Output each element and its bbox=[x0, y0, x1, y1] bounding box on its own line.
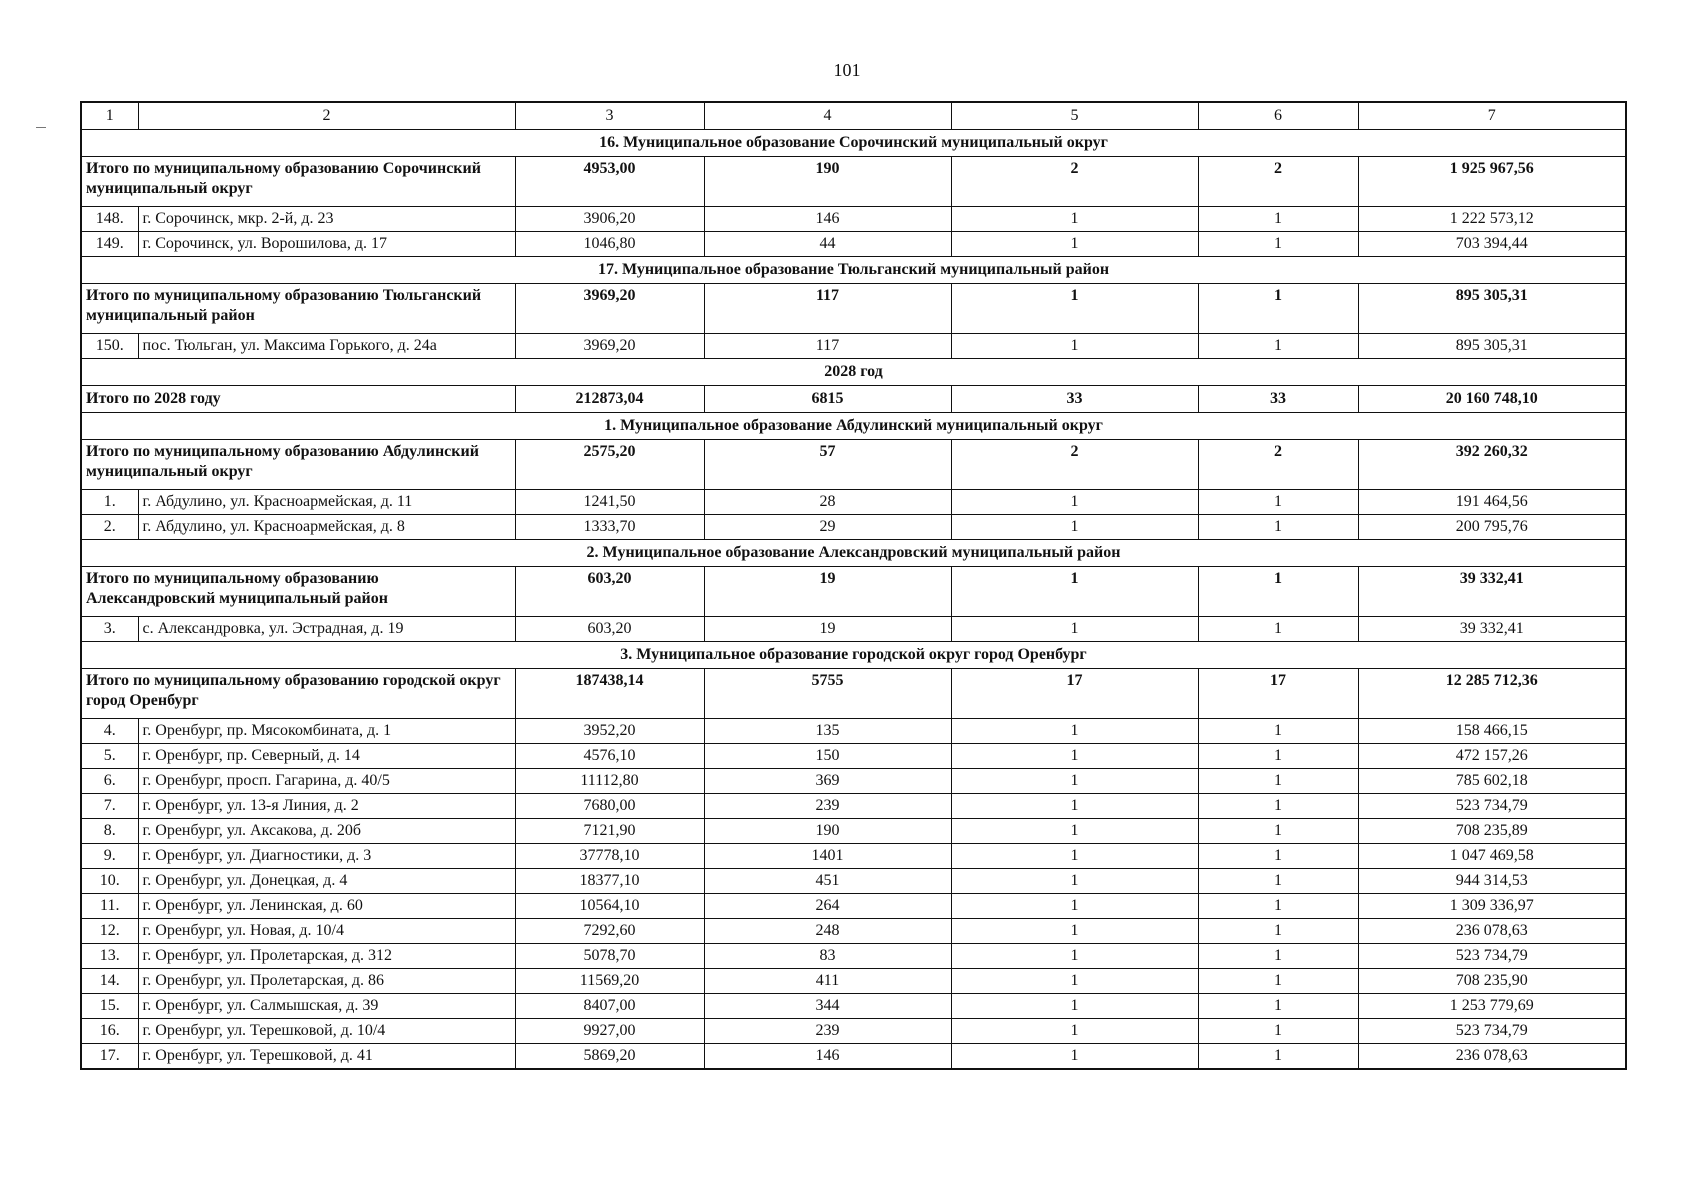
residents-cell: 83 bbox=[704, 944, 951, 969]
section-title: 3. Муниципальное образование городской округ город Оренбург bbox=[81, 642, 1626, 669]
table-row bbox=[81, 1044, 1626, 1070]
table-row bbox=[81, 869, 1626, 894]
row-number-cell: 8. bbox=[81, 819, 138, 844]
section-header-row bbox=[81, 642, 1626, 669]
subtotal-row bbox=[81, 157, 1626, 207]
residents-cell: 57 bbox=[704, 440, 951, 490]
area-cell: 3969,20 bbox=[515, 284, 704, 334]
table-row bbox=[81, 744, 1626, 769]
cost-cell: 523 734,79 bbox=[1358, 944, 1626, 969]
year-title: 2028 год bbox=[81, 359, 1626, 386]
address-cell: г. Оренбург, ул. Аксакова, д. 20б bbox=[138, 819, 515, 844]
address-cell: г. Оренбург, ул. Терешковой, д. 10/4 bbox=[138, 1019, 515, 1044]
row-number-cell: 5. bbox=[81, 744, 138, 769]
cost-cell: 1 925 967,56 bbox=[1358, 157, 1626, 207]
count-cell: 1 bbox=[1198, 869, 1358, 894]
subtotal-label: Итого по муниципальному образованию городской округ город Оренбург bbox=[81, 669, 515, 719]
row-number-cell: 150. bbox=[81, 334, 138, 359]
count-cell: 2 bbox=[1198, 157, 1358, 207]
cost-cell: 39 332,41 bbox=[1358, 567, 1626, 617]
table-row bbox=[81, 919, 1626, 944]
residents-cell: 451 bbox=[704, 869, 951, 894]
section-title: 17. Муниципальное образование Тюльганский муниципальный район bbox=[81, 257, 1626, 284]
area-cell: 3952,20 bbox=[515, 719, 704, 744]
table-row bbox=[81, 969, 1626, 994]
row-number-cell: 6. bbox=[81, 769, 138, 794]
cost-cell: 708 235,89 bbox=[1358, 819, 1626, 844]
houses-cell: 1 bbox=[951, 617, 1198, 642]
row-number-cell: 10. bbox=[81, 869, 138, 894]
row-number-cell: 3. bbox=[81, 617, 138, 642]
row-number-cell: 17. bbox=[81, 1044, 138, 1070]
cost-cell: 523 734,79 bbox=[1358, 1019, 1626, 1044]
year-header-row bbox=[81, 359, 1626, 386]
houses-cell: 1 bbox=[951, 232, 1198, 257]
area-cell: 1333,70 bbox=[515, 515, 704, 540]
cost-cell: 944 314,53 bbox=[1358, 869, 1626, 894]
residents-cell: 117 bbox=[704, 284, 951, 334]
area-cell: 18377,10 bbox=[515, 869, 704, 894]
address-cell: г. Оренбург, пр. Мясокомбината, д. 1 bbox=[138, 719, 515, 744]
houses-cell: 1 bbox=[951, 894, 1198, 919]
area-cell: 603,20 bbox=[515, 617, 704, 642]
address-cell: г. Оренбург, ул. Терешковой, д. 41 bbox=[138, 1044, 515, 1070]
table-row bbox=[81, 769, 1626, 794]
cost-cell: 20 160 748,10 bbox=[1358, 386, 1626, 413]
row-number-cell: 9. bbox=[81, 844, 138, 869]
residents-cell: 6815 bbox=[704, 386, 951, 413]
cost-cell: 191 464,56 bbox=[1358, 490, 1626, 515]
address-cell: г. Оренбург, ул. Пролетарская, д. 312 bbox=[138, 944, 515, 969]
area-cell: 3969,20 bbox=[515, 334, 704, 359]
area-cell: 2575,20 bbox=[515, 440, 704, 490]
area-cell: 11569,20 bbox=[515, 969, 704, 994]
cost-cell: 236 078,63 bbox=[1358, 1044, 1626, 1070]
column-header: 5 bbox=[951, 102, 1198, 130]
houses-cell: 1 bbox=[951, 567, 1198, 617]
subtotal-label: Итого по 2028 году bbox=[81, 386, 515, 413]
address-cell: г. Оренбург, ул. Донецкая, д. 4 bbox=[138, 869, 515, 894]
cost-cell: 12 285 712,36 bbox=[1358, 669, 1626, 719]
cost-cell: 236 078,63 bbox=[1358, 919, 1626, 944]
houses-cell: 1 bbox=[951, 515, 1198, 540]
residents-cell: 117 bbox=[704, 334, 951, 359]
table-row bbox=[81, 1019, 1626, 1044]
area-cell: 7121,90 bbox=[515, 819, 704, 844]
row-number-cell: 1. bbox=[81, 490, 138, 515]
area-cell: 1241,50 bbox=[515, 490, 704, 515]
subtotal-row bbox=[81, 669, 1626, 719]
year-total-row bbox=[81, 386, 1626, 413]
houses-cell: 33 bbox=[951, 386, 1198, 413]
row-number-cell: 13. bbox=[81, 944, 138, 969]
section-title: 1. Муниципальное образование Абдулинский муниципальный округ bbox=[81, 413, 1626, 440]
column-header: 1 bbox=[81, 102, 138, 130]
row-number-cell: 11. bbox=[81, 894, 138, 919]
scan-mark bbox=[36, 127, 46, 128]
residents-cell: 369 bbox=[704, 769, 951, 794]
address-cell: г. Сорочинск, ул. Ворошилова, д. 17 bbox=[138, 232, 515, 257]
register-body bbox=[81, 102, 1626, 1069]
row-number-cell: 149. bbox=[81, 232, 138, 257]
subtotal-label: Итого по муниципальному образованию Сорочинский муниципальный округ bbox=[81, 157, 515, 207]
table-row bbox=[81, 490, 1626, 515]
houses-cell: 1 bbox=[951, 1019, 1198, 1044]
residents-cell: 190 bbox=[704, 819, 951, 844]
area-cell: 10564,10 bbox=[515, 894, 704, 919]
row-number-cell: 15. bbox=[81, 994, 138, 1019]
count-cell: 1 bbox=[1198, 1044, 1358, 1070]
houses-cell: 1 bbox=[951, 794, 1198, 819]
row-number-cell: 2. bbox=[81, 515, 138, 540]
count-cell: 1 bbox=[1198, 944, 1358, 969]
houses-cell: 1 bbox=[951, 744, 1198, 769]
houses-cell: 1 bbox=[951, 490, 1198, 515]
cost-cell: 200 795,76 bbox=[1358, 515, 1626, 540]
count-cell: 2 bbox=[1198, 440, 1358, 490]
row-number-cell: 14. bbox=[81, 969, 138, 994]
row-number-cell: 148. bbox=[81, 207, 138, 232]
count-cell: 17 bbox=[1198, 669, 1358, 719]
table-row bbox=[81, 617, 1626, 642]
count-cell: 1 bbox=[1198, 1019, 1358, 1044]
residents-cell: 19 bbox=[704, 567, 951, 617]
residents-cell: 150 bbox=[704, 744, 951, 769]
count-cell: 1 bbox=[1198, 617, 1358, 642]
residents-cell: 146 bbox=[704, 207, 951, 232]
table-row bbox=[81, 515, 1626, 540]
area-cell: 187438,14 bbox=[515, 669, 704, 719]
residents-cell: 248 bbox=[704, 919, 951, 944]
count-cell: 1 bbox=[1198, 567, 1358, 617]
count-cell: 1 bbox=[1198, 744, 1358, 769]
address-cell: г. Абдулино, ул. Красноармейская, д. 8 bbox=[138, 515, 515, 540]
column-header: 7 bbox=[1358, 102, 1626, 130]
cost-cell: 895 305,31 bbox=[1358, 284, 1626, 334]
row-number-cell: 12. bbox=[81, 919, 138, 944]
table-row bbox=[81, 232, 1626, 257]
residents-cell: 146 bbox=[704, 1044, 951, 1070]
area-cell: 8407,00 bbox=[515, 994, 704, 1019]
count-cell: 1 bbox=[1198, 919, 1358, 944]
houses-cell: 1 bbox=[951, 844, 1198, 869]
count-cell: 1 bbox=[1198, 994, 1358, 1019]
cost-cell: 708 235,90 bbox=[1358, 969, 1626, 994]
cost-cell: 1 222 573,12 bbox=[1358, 207, 1626, 232]
count-cell: 1 bbox=[1198, 969, 1358, 994]
area-cell: 4576,10 bbox=[515, 744, 704, 769]
cost-cell: 1 253 779,69 bbox=[1358, 994, 1626, 1019]
residents-cell: 5755 bbox=[704, 669, 951, 719]
cost-cell: 895 305,31 bbox=[1358, 334, 1626, 359]
count-cell: 1 bbox=[1198, 334, 1358, 359]
houses-cell: 1 bbox=[951, 819, 1198, 844]
cost-cell: 523 734,79 bbox=[1358, 794, 1626, 819]
houses-cell: 1 bbox=[951, 1044, 1198, 1070]
cost-cell: 158 466,15 bbox=[1358, 719, 1626, 744]
area-cell: 5078,70 bbox=[515, 944, 704, 969]
houses-cell: 2 bbox=[951, 157, 1198, 207]
column-header: 3 bbox=[515, 102, 704, 130]
residents-cell: 44 bbox=[704, 232, 951, 257]
address-cell: пос. Тюльган, ул. Максима Горького, д. 24а bbox=[138, 334, 515, 359]
area-cell: 603,20 bbox=[515, 567, 704, 617]
count-cell: 1 bbox=[1198, 232, 1358, 257]
address-cell: г. Оренбург, просп. Гагарина, д. 40/5 bbox=[138, 769, 515, 794]
subtotal-row bbox=[81, 284, 1626, 334]
cost-cell: 392 260,32 bbox=[1358, 440, 1626, 490]
residents-cell: 190 bbox=[704, 157, 951, 207]
count-cell: 1 bbox=[1198, 769, 1358, 794]
houses-cell: 1 bbox=[951, 994, 1198, 1019]
count-cell: 1 bbox=[1198, 819, 1358, 844]
column-header: 4 bbox=[704, 102, 951, 130]
section-header-row bbox=[81, 257, 1626, 284]
address-cell: г. Оренбург, ул. Диагностики, д. 3 bbox=[138, 844, 515, 869]
area-cell: 4953,00 bbox=[515, 157, 704, 207]
houses-cell: 1 bbox=[951, 719, 1198, 744]
table-row bbox=[81, 819, 1626, 844]
table-row bbox=[81, 994, 1626, 1019]
subtotal-row bbox=[81, 440, 1626, 490]
area-cell: 3906,20 bbox=[515, 207, 704, 232]
residents-cell: 239 bbox=[704, 794, 951, 819]
area-cell: 9927,00 bbox=[515, 1019, 704, 1044]
section-header-row bbox=[81, 540, 1626, 567]
section-title: 2. Муниципальное образование Александровский муниципальный район bbox=[81, 540, 1626, 567]
address-cell: г. Оренбург, ул. Пролетарская, д. 86 bbox=[138, 969, 515, 994]
residents-cell: 28 bbox=[704, 490, 951, 515]
residents-cell: 19 bbox=[704, 617, 951, 642]
table-row bbox=[81, 894, 1626, 919]
residents-cell: 411 bbox=[704, 969, 951, 994]
area-cell: 37778,10 bbox=[515, 844, 704, 869]
address-cell: г. Оренбург, ул. Новая, д. 10/4 bbox=[138, 919, 515, 944]
subtotal-row bbox=[81, 567, 1626, 617]
count-cell: 1 bbox=[1198, 894, 1358, 919]
count-cell: 1 bbox=[1198, 515, 1358, 540]
count-cell: 1 bbox=[1198, 207, 1358, 232]
houses-cell: 17 bbox=[951, 669, 1198, 719]
count-cell: 33 bbox=[1198, 386, 1358, 413]
table-row bbox=[81, 719, 1626, 744]
count-cell: 1 bbox=[1198, 844, 1358, 869]
cost-cell: 39 332,41 bbox=[1358, 617, 1626, 642]
row-number-cell: 7. bbox=[81, 794, 138, 819]
housing-register-table bbox=[80, 101, 1627, 1070]
address-cell: г. Сорочинск, мкр. 2-й, д. 23 bbox=[138, 207, 515, 232]
count-cell: 1 bbox=[1198, 794, 1358, 819]
column-header: 6 bbox=[1198, 102, 1358, 130]
area-cell: 7680,00 bbox=[515, 794, 704, 819]
section-header-row bbox=[81, 130, 1626, 157]
section-title: 16. Муниципальное образование Сорочинский муниципальный округ bbox=[81, 130, 1626, 157]
address-cell: с. Александровка, ул. Эстрадная, д. 19 bbox=[138, 617, 515, 642]
houses-cell: 1 bbox=[951, 769, 1198, 794]
address-cell: г. Оренбург, ул. 13-я Линия, д. 2 bbox=[138, 794, 515, 819]
cost-cell: 785 602,18 bbox=[1358, 769, 1626, 794]
column-header: 2 bbox=[138, 102, 515, 130]
houses-cell: 1 bbox=[951, 969, 1198, 994]
cost-cell: 472 157,26 bbox=[1358, 744, 1626, 769]
area-cell: 1046,80 bbox=[515, 232, 704, 257]
residents-cell: 344 bbox=[704, 994, 951, 1019]
houses-cell: 1 bbox=[951, 944, 1198, 969]
area-cell: 7292,60 bbox=[515, 919, 704, 944]
cost-cell: 1 309 336,97 bbox=[1358, 894, 1626, 919]
row-number-cell: 16. bbox=[81, 1019, 138, 1044]
count-cell: 1 bbox=[1198, 719, 1358, 744]
section-header-row bbox=[81, 413, 1626, 440]
area-cell: 212873,04 bbox=[515, 386, 704, 413]
houses-cell: 1 bbox=[951, 919, 1198, 944]
table-row bbox=[81, 844, 1626, 869]
cost-cell: 1 047 469,58 bbox=[1358, 844, 1626, 869]
table-row bbox=[81, 794, 1626, 819]
count-cell: 1 bbox=[1198, 490, 1358, 515]
address-cell: г. Оренбург, ул. Ленинская, д. 60 bbox=[138, 894, 515, 919]
residents-cell: 264 bbox=[704, 894, 951, 919]
residents-cell: 29 bbox=[704, 515, 951, 540]
subtotal-label: Итого по муниципальному образованию Александровский муниципальный район bbox=[81, 567, 515, 617]
subtotal-label: Итого по муниципальному образованию Тюльганский муниципальный район bbox=[81, 284, 515, 334]
table-row bbox=[81, 944, 1626, 969]
row-number-cell: 4. bbox=[81, 719, 138, 744]
houses-cell: 2 bbox=[951, 440, 1198, 490]
address-cell: г. Оренбург, ул. Салмышская, д. 39 bbox=[138, 994, 515, 1019]
address-cell: г. Оренбург, пр. Северный, д. 14 bbox=[138, 744, 515, 769]
residents-cell: 239 bbox=[704, 1019, 951, 1044]
table-row bbox=[81, 334, 1626, 359]
houses-cell: 1 bbox=[951, 284, 1198, 334]
table-row bbox=[81, 207, 1626, 232]
houses-cell: 1 bbox=[951, 869, 1198, 894]
residents-cell: 1401 bbox=[704, 844, 951, 869]
cost-cell: 703 394,44 bbox=[1358, 232, 1626, 257]
houses-cell: 1 bbox=[951, 207, 1198, 232]
residents-cell: 135 bbox=[704, 719, 951, 744]
column-number-row bbox=[81, 102, 1626, 130]
count-cell: 1 bbox=[1198, 284, 1358, 334]
page-number: 101 bbox=[833, 60, 861, 80]
address-cell: г. Абдулино, ул. Красноармейская, д. 11 bbox=[138, 490, 515, 515]
houses-cell: 1 bbox=[951, 334, 1198, 359]
area-cell: 11112,80 bbox=[515, 769, 704, 794]
area-cell: 5869,20 bbox=[515, 1044, 704, 1070]
subtotal-label: Итого по муниципальному образованию Абдулинский муниципальный округ bbox=[81, 440, 515, 490]
